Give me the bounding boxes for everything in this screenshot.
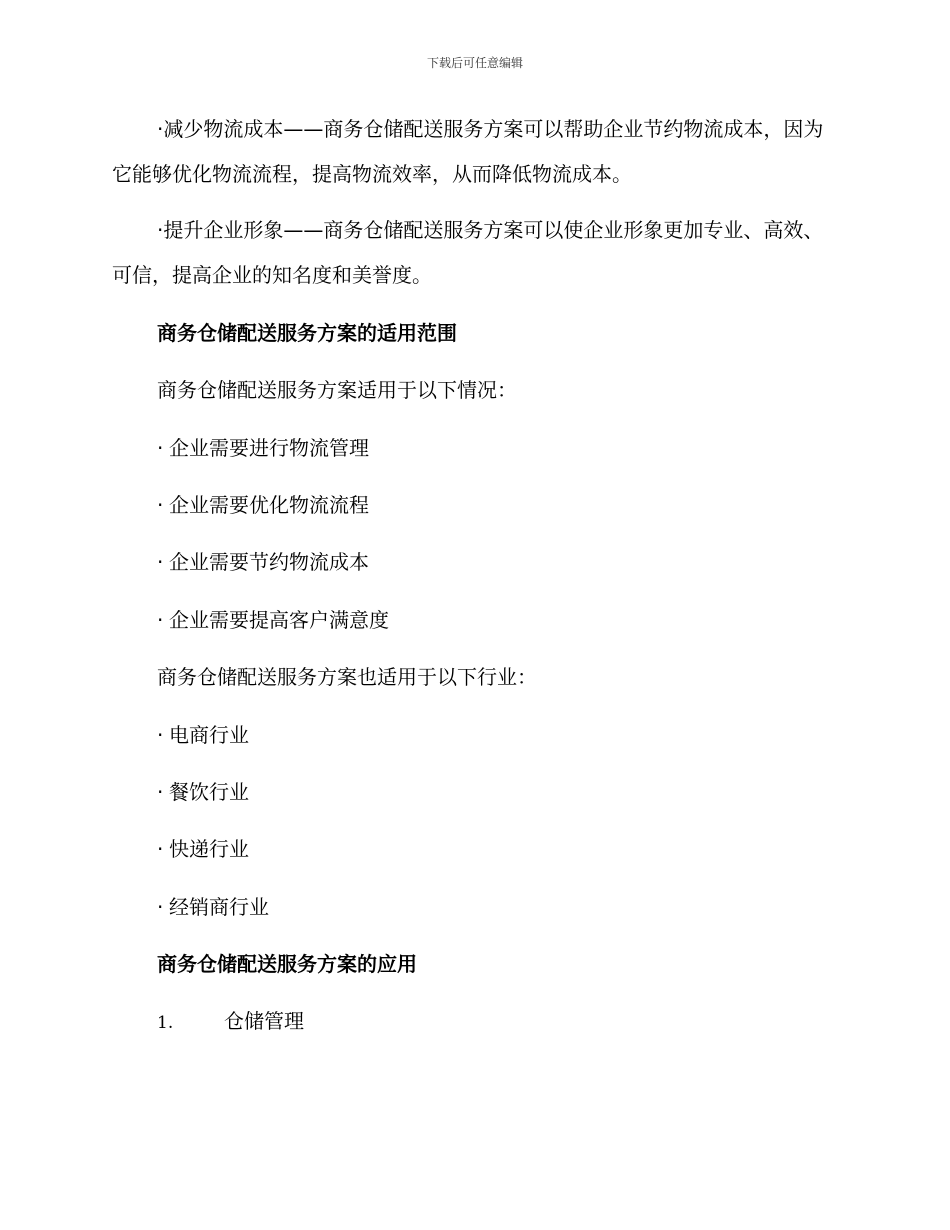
list-item: · 企业需要节约物流成本	[157, 547, 369, 577]
bullet-marker: ·	[157, 608, 164, 632]
benefit-paragraph-2	[112, 208, 827, 298]
bullet-marker: ·	[157, 837, 164, 861]
list-item: · 企业需要提高客户满意度	[157, 605, 389, 635]
scope-intro: 商务仓储配送服务方案适用于以下情况：	[157, 378, 517, 402]
benefit-paragraph-1	[112, 107, 827, 197]
list-number: 1.	[157, 1013, 174, 1033]
list-item-label: 仓储管理	[224, 1009, 304, 1033]
section-heading-application: 商务仓储配送服务方案的应用	[157, 952, 417, 976]
list-item: · 企业需要优化物流流程	[157, 490, 369, 520]
bullet-marker: ·	[157, 723, 164, 747]
page-header: 下载后可任意编辑	[426, 56, 523, 70]
list-item: · 快递行业	[157, 834, 249, 864]
bullet-marker: ·	[157, 895, 164, 919]
list-item: · 餐饮行业	[157, 777, 249, 807]
section-heading-scope: 商务仓储配送服务方案的适用范围	[157, 321, 457, 345]
bullet-marker: ·	[157, 117, 164, 141]
bullet-marker: ·	[157, 436, 164, 460]
industries-intro: 商务仓储配送服务方案也适用于以下行业：	[157, 665, 537, 689]
bullet-marker: ·	[157, 493, 164, 517]
bullet-marker: ·	[157, 218, 164, 242]
list-item: · 电商行业	[157, 720, 249, 750]
bullet-marker: ·	[157, 550, 164, 574]
benefit-text-1: 减少物流成本——商务仓储配送服务方案可以帮助企业节约物流成本，因为它能够优化物流流程，提高物流效率，从而降低物流成本。	[112, 117, 824, 186]
benefit-text-2: 提升企业形象——商务仓储配送服务方案可以使企业形象更加专业、高效、可信，提高企业的知名度和美誉度。	[112, 218, 824, 287]
list-item: · 企业需要进行物流管理	[157, 433, 369, 463]
bullet-marker: ·	[157, 780, 164, 804]
list-item: · 经销商行业	[157, 892, 269, 922]
numbered-list-item	[157, 1006, 304, 1038]
